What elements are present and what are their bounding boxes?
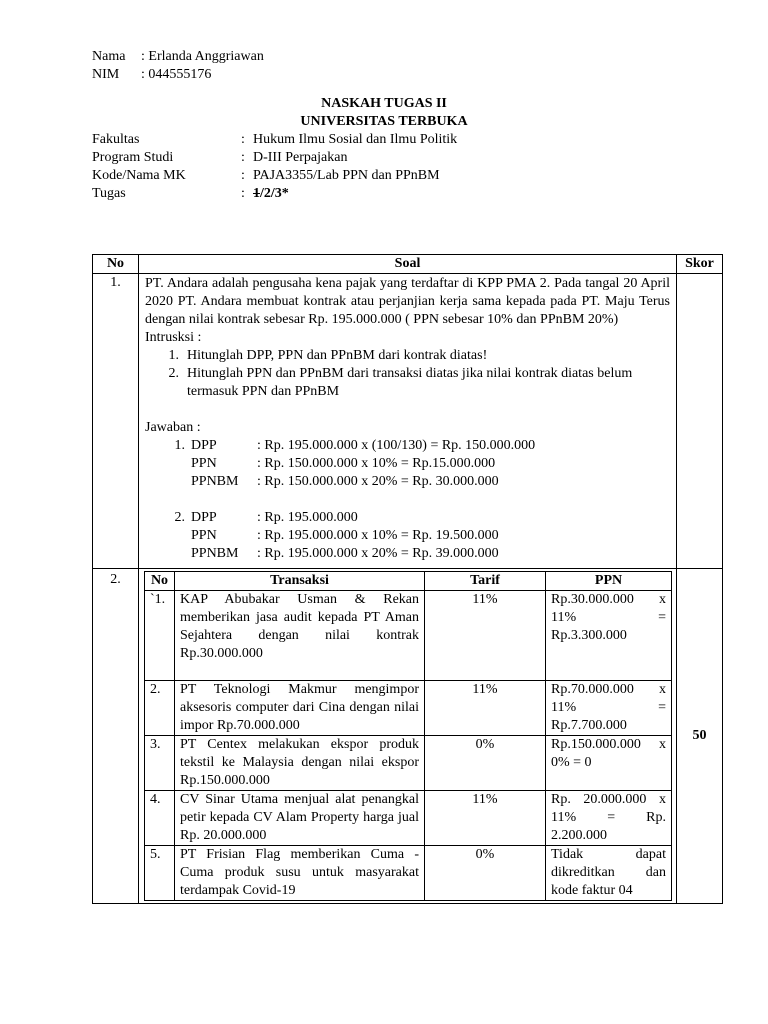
student-nim-label: NIM bbox=[92, 67, 120, 82]
header-skor: Skor bbox=[677, 255, 723, 274]
doc-title-2: UNIVERSITAS TERBUKA bbox=[300, 114, 468, 129]
instruction-item: 1. Hitunglah DPP, PPN dan PPnBM dari kontrak diatas! bbox=[168, 348, 488, 363]
question-number: 2. bbox=[93, 569, 139, 904]
row-transaksi: PT Frisian Flag memberikan Cuma - Cuma produk susu untuk masyarakat terdampak Covid-19 bbox=[175, 846, 425, 901]
table-row bbox=[145, 591, 672, 681]
meta-fakultas-label: Fakultas bbox=[92, 132, 140, 147]
instruction-item: 2. Hitunglah PPN dan PPnBM dari transaksi diatas jika nilai kontrak diatas belum termasuk PPN dan PPnBM bbox=[168, 366, 633, 399]
student-name-value: : Erlanda Anggriawan bbox=[141, 49, 264, 64]
score-cell-empty bbox=[677, 274, 723, 569]
meta-colon: : bbox=[241, 186, 245, 201]
meta-colon: : bbox=[241, 150, 245, 165]
row-no: 5. bbox=[145, 846, 175, 901]
row-transaksi: CV Sinar Utama menjual alat penangkal petir kepada CV Alam Property harga jual Rp. 20.000.000 bbox=[175, 791, 425, 846]
meta-mk-value: PAJA3355/Lab PPN dan PPnBM bbox=[253, 168, 440, 183]
question-cell bbox=[139, 569, 677, 904]
header-no: No bbox=[93, 255, 139, 274]
row-ppn: Rp.150.000.000 x 0% = 0 bbox=[546, 736, 672, 791]
table-row bbox=[145, 846, 672, 901]
question-cell bbox=[139, 274, 677, 569]
row-tarif: 0% bbox=[425, 846, 546, 901]
answer-1-row: 1. DPP : Rp. 195.000.000 x (100/130) = Rp. 150.000.000 bbox=[174, 438, 536, 453]
tugas-rest: /2/3* bbox=[260, 186, 289, 201]
sub-header-transaksi: Transaksi bbox=[175, 572, 425, 591]
row-no: `1. bbox=[145, 591, 175, 681]
question-row-2 bbox=[93, 569, 723, 904]
answer-2-row: PPN : Rp. 195.000.000 x 10% = Rp. 19.500.000 bbox=[191, 528, 499, 543]
sub-header-tarif: Tarif bbox=[425, 572, 546, 591]
score-value: 50 bbox=[677, 569, 723, 904]
answer-title: Jawaban : bbox=[145, 420, 201, 435]
row-ppn: Rp.30.000.000 x 11% = Rp.3.300.000 bbox=[546, 591, 672, 681]
meta-fakultas-value: Hukum Ilmu Sosial dan Ilmu Politik bbox=[253, 132, 458, 147]
table-row bbox=[145, 736, 672, 791]
row-tarif: 11% bbox=[425, 791, 546, 846]
meta-mk-label: Kode/Nama MK bbox=[92, 168, 186, 183]
sub-header-no: No bbox=[145, 572, 175, 591]
row-ppn: Rp. 20.000.000 x 11% = Rp. 2.200.000 bbox=[546, 791, 672, 846]
header-soal: Soal bbox=[139, 255, 677, 274]
meta-colon: : bbox=[241, 132, 245, 147]
row-no: 4. bbox=[145, 791, 175, 846]
question-text: PT. Andara adalah pengusaha kena pajak yang terdaftar di KPP PMA 2. Pada tangal 20 April 2020 PT. Andara membuat kontrak atau perjanjian kerja sama kepada pada PT. Maju Terus dengan nilai kontrak sebesar Rp. 195.000.000 ( PPN sebesar 10% dan PPnBM 20%) bbox=[145, 276, 670, 327]
answer-1-row: PPN : Rp. 150.000.000 x 10% = Rp.15.000.000 bbox=[191, 456, 496, 471]
doc-title-1: NASKAH TUGAS II bbox=[321, 96, 447, 111]
row-tarif: 0% bbox=[425, 736, 546, 791]
student-name-label: Nama bbox=[92, 49, 126, 64]
row-transaksi: PT Centex melakukan ekspor produk tekstil ke Malaysia dengan nilai ekspor Rp.150.000.000 bbox=[175, 736, 425, 791]
row-ppn: Rp.70.000.000 x 11% = Rp.7.700.000 bbox=[546, 681, 672, 736]
row-no: 2. bbox=[145, 681, 175, 736]
row-tarif: 11% bbox=[425, 681, 546, 736]
meta-tugas-label: Tugas bbox=[92, 186, 126, 201]
answer-1-row: PPNBM : Rp. 150.000.000 x 20% = Rp. 30.000.000 bbox=[191, 474, 499, 489]
answer-2-row: 2. DPP : Rp. 195.000.000 bbox=[174, 510, 358, 525]
table-row bbox=[145, 791, 672, 846]
question-row-1 bbox=[93, 274, 723, 569]
transaction-table bbox=[144, 571, 672, 901]
tugas-strike: 1 bbox=[253, 186, 260, 201]
meta-prodi-value: D-III Perpajakan bbox=[253, 150, 348, 165]
row-ppn: Tidak dapat dikreditkan dan kode faktur 04 bbox=[546, 846, 672, 901]
instruction-title: Intrusksi : bbox=[145, 330, 202, 345]
meta-prodi-label: Program Studi bbox=[92, 150, 174, 165]
question-number: 1. bbox=[93, 274, 139, 569]
row-transaksi: KAP Abubakar Usman & Rekan memberikan jasa audit kepada PT Aman Sejahtera dengan nilai kontrak Rp.30.000.000 bbox=[175, 591, 425, 681]
table-row bbox=[145, 681, 672, 736]
student-nim-value: : 044555176 bbox=[141, 67, 212, 82]
assignment-table bbox=[92, 254, 723, 904]
row-transaksi: PT Teknologi Makmur mengimpor aksesoris computer dari Cina dengan nilai impor Rp.70.000.000 bbox=[175, 681, 425, 736]
meta-tugas-value bbox=[253, 185, 289, 203]
answer-2-row: PPNBM : Rp. 195.000.000 x 20% = Rp. 39.000.000 bbox=[191, 546, 499, 561]
row-tarif: 11% bbox=[425, 591, 546, 681]
sub-header-ppn: PPN bbox=[546, 572, 672, 591]
meta-colon: : bbox=[241, 168, 245, 183]
row-no: 3. bbox=[145, 736, 175, 791]
